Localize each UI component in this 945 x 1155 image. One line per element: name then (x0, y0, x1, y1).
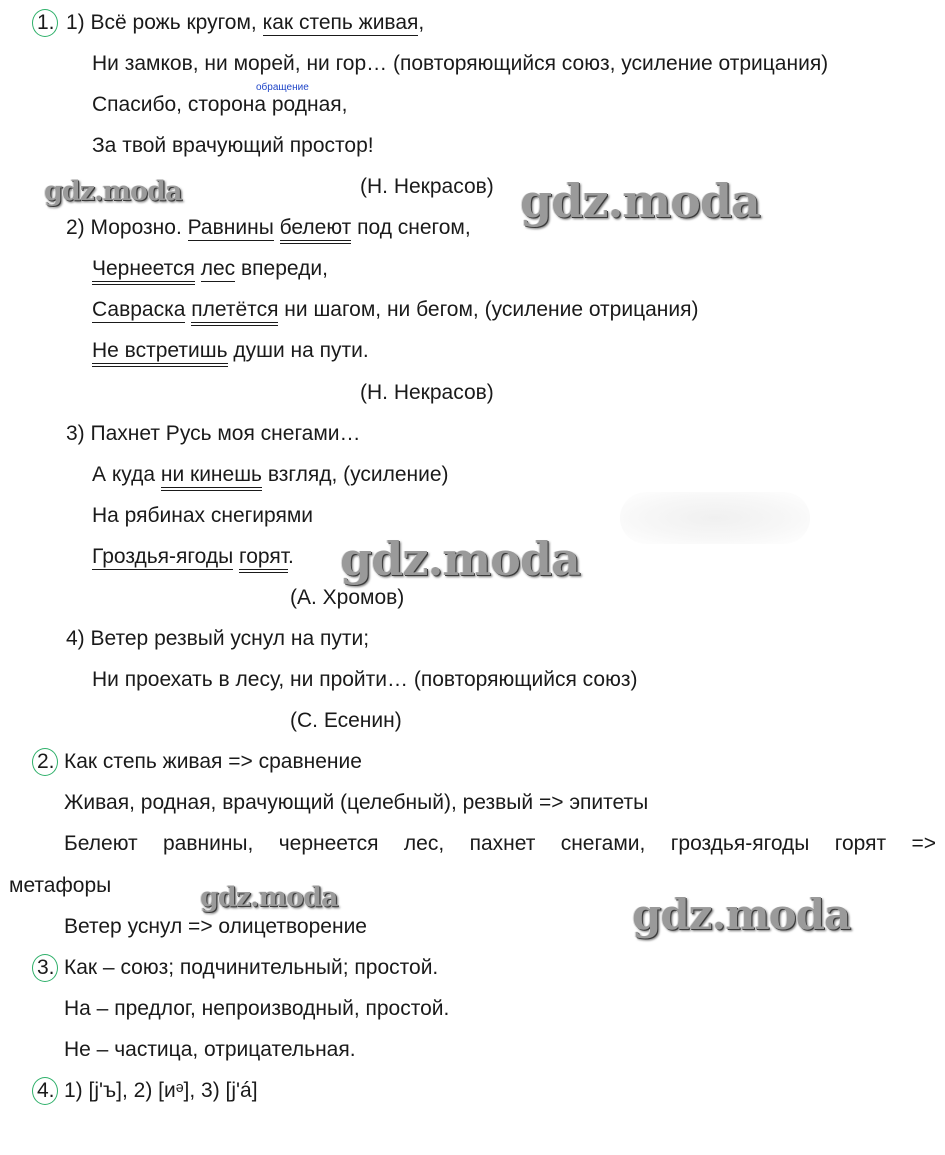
ex4-line1: 1) [j'ъ], 2) [иᵊ], 3) [j'á] (64, 1079, 258, 1102)
exercise-2-number: 2. (37, 750, 55, 773)
exercise-4-number: 4. (37, 1079, 55, 1102)
poem2-line1-rest: под снегом, (351, 216, 471, 239)
ex2-word: снегами, (560, 832, 646, 855)
ex2-word: равнины, (162, 832, 254, 855)
poem2-line1 (66, 215, 471, 241)
ex2-word: => (911, 832, 936, 855)
watermark-3: gdz.moda (340, 532, 580, 586)
poem1-author: (Н. Некрасов) (360, 175, 494, 198)
subject: лес (200, 257, 236, 280)
exercise-3-number: 3. (37, 956, 55, 979)
subject: Гроздья-ягоды (92, 545, 234, 568)
poem2-line2 (92, 256, 328, 282)
faded-watermark (620, 492, 810, 544)
watermark-1: gdz.moda (44, 176, 182, 207)
poem3-line1: 3) Пахнет Русь моя снегами… (66, 422, 361, 445)
poem4-line1: 4) Ветер резвый уснул на пути; (66, 627, 370, 650)
ex2-line3-end: метафоры (9, 874, 112, 897)
poem4-author: (С. Есенин) (290, 709, 402, 732)
ex2-word: чернеется (278, 832, 379, 855)
poem1-line1 (66, 10, 424, 36)
poem2-line4-rest: души на пути. (227, 339, 369, 362)
ex2-word: Белеют (64, 832, 138, 855)
poem2-line4 (92, 338, 369, 364)
predicate: Чернеется (92, 257, 195, 285)
poem1-line1-text: 1) Всё рожь кругом, (66, 11, 263, 34)
ex2-word: горят (834, 832, 887, 855)
poem3-line4 (92, 544, 294, 570)
poem2-line3 (92, 297, 698, 323)
poem1-line3: Спасибо, сторона родная, (92, 93, 348, 116)
poem3-author: (А. Хромов) (290, 586, 405, 609)
annotation-obrashchenie: обращение (256, 82, 309, 93)
predicate: ни кинешь (161, 463, 262, 491)
comparison-phrase: как степь живая (262, 11, 419, 34)
ex2-word: лес, (403, 832, 445, 855)
watermark-2: gdz.moda (520, 174, 760, 228)
ex2-line3 (64, 831, 936, 857)
poem1-line2: Ни замков, ни морей, ни гор… (повторяющийся союз, усиление отрицания) (92, 52, 829, 75)
poem1-line4: За твой врачующий простор! (92, 134, 374, 157)
watermark-5: gdz.moda (632, 890, 851, 939)
poem2-author: (Н. Некрасов) (360, 381, 494, 404)
poem3-line3: На рябинах снегирями (92, 504, 314, 527)
subject: Равнины (187, 216, 274, 239)
poem4-line2: Ни проехать в лесу, ни пройти… (повторяющийся союз) (92, 668, 638, 691)
predicate: горят (239, 545, 288, 573)
exercise-1-number: 1. (37, 11, 55, 34)
poem2-line1-text: 2) Морозно. (66, 216, 188, 239)
ex2-line4: Ветер уснул => олицетворение (64, 915, 367, 938)
poem1-line1-comma: , (418, 11, 425, 34)
predicate: Не встретишь (92, 339, 228, 367)
poem3-line2-text: А куда (92, 463, 161, 486)
poem2-line3-rest: ни шагом, ни бегом, (усиление отрицания) (278, 298, 699, 321)
ex2-word: гроздья-ягоды (670, 832, 810, 855)
watermark-4: gdz.moda (200, 882, 338, 913)
poem2-line2-rest: впереди, (235, 257, 328, 280)
subject: Савраска (92, 298, 186, 321)
ex3-line3: Не – частица, отрицательная. (64, 1038, 356, 1061)
predicate: плетётся (191, 298, 278, 326)
ex2-line2: Живая, родная, врачующий (целебный), резвый => эпитеты (64, 791, 649, 814)
poem3-line2-rest: взгляд, (усиление) (262, 463, 449, 486)
poem3-line2 (92, 462, 449, 488)
ex2-line1: Как степь живая => сравнение (64, 750, 362, 773)
poem3-line4-rest: . (288, 545, 294, 568)
ex3-line1: Как – союз; подчинительный; простой. (64, 956, 439, 979)
predicate: белеют (280, 216, 352, 244)
ex3-line2: На – предлог, непроизводный, простой. (64, 997, 450, 1020)
ex2-word: пахнет (469, 832, 536, 855)
